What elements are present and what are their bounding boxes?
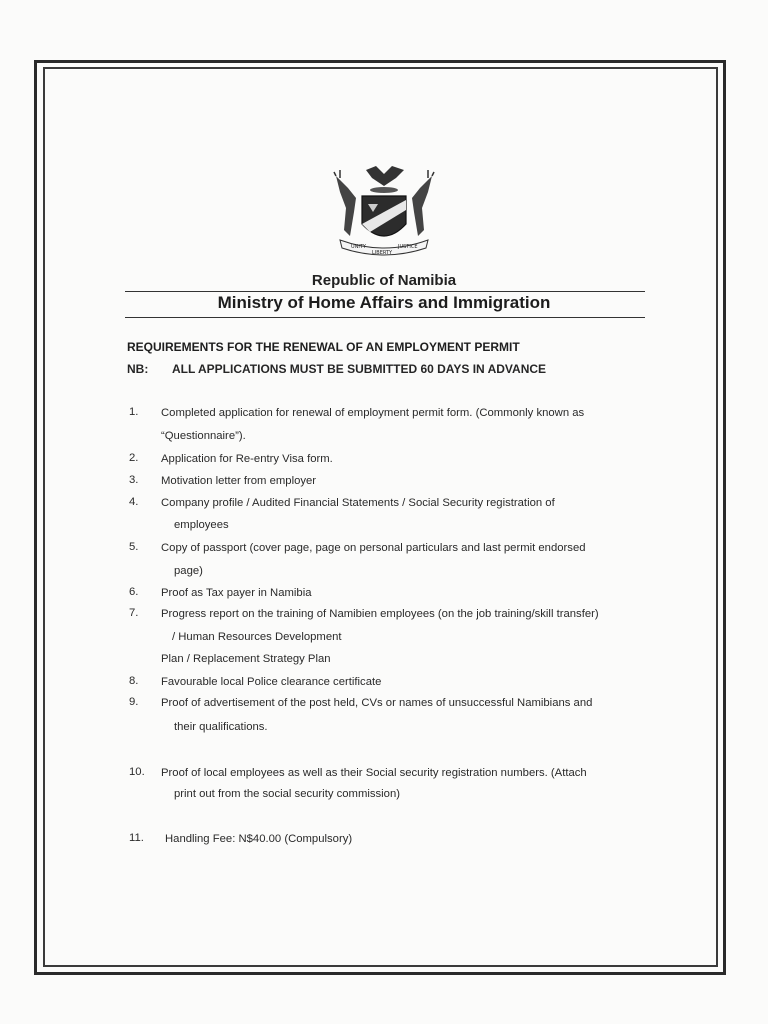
item-number: 5.	[129, 541, 139, 553]
motto-liberty: LIBERTY	[372, 250, 393, 256]
item-number: 3.	[129, 474, 139, 486]
item-text: Proof of advertisement of the post held, CVs or names of unsuccessful Namibians and	[161, 697, 593, 709]
item-text: / Human Resources Development	[172, 631, 342, 643]
item-number: 9.	[129, 696, 139, 708]
document-title: REQUIREMENTS FOR THE RENEWAL OF AN EMPLOYMENT PERMIT	[127, 340, 520, 354]
item-number: 11.	[129, 832, 144, 844]
item-text: Completed application for renewal of employment permit form. (Commonly known as	[161, 407, 585, 419]
item-text: Plan / Replacement Strategy Plan	[161, 653, 331, 665]
header-rule-bottom	[125, 317, 645, 318]
item-text: their qualifications.	[174, 721, 268, 733]
item-text: Favourable local Police clearance certificate	[161, 676, 382, 688]
item-number: 8.	[129, 675, 139, 687]
item-text: Application for Re-entry Visa form.	[161, 453, 333, 465]
item-number: 7.	[129, 607, 139, 619]
item-text: Proof as Tax payer in Namibia	[161, 587, 312, 599]
item-text: page)	[174, 565, 203, 577]
item-text: employees	[174, 519, 229, 531]
item-text: Company profile / Audited Financial Statements / Social Security registration of	[161, 497, 555, 509]
item-text: “Questionnaire”).	[161, 430, 246, 442]
ministry-heading: Ministry of Home Affairs and Immigration	[217, 293, 551, 312]
item-text: print out from the social security commission)	[174, 788, 401, 800]
header-rule-top	[125, 291, 645, 292]
item-text: Proof of local employees as well as their Social security registration numbers. (Attach	[161, 767, 587, 779]
item-text: Copy of passport (cover page, page on personal particulars and last permit endorsed	[161, 542, 586, 554]
motto-justice: JUSTICE	[398, 244, 418, 250]
item-text: Progress report on the training of Namibien employees (on the job training/skill transfer)	[161, 608, 599, 620]
coat-of-arms-icon	[326, 152, 442, 268]
item-number: 2.	[129, 452, 139, 464]
item-number: 10.	[129, 766, 145, 778]
item-number: 4.	[129, 496, 139, 508]
item-text: Handling Fee: N$40.00 (Compulsory)	[165, 833, 353, 845]
motto-unity: UNITY	[351, 244, 366, 250]
nb-label: NB:	[127, 362, 149, 376]
nb-text: ALL APPLICATIONS MUST BE SUBMITTED 60 DAYS IN ADVANCE	[172, 362, 547, 376]
item-text: Motivation letter from employer	[161, 475, 317, 487]
item-number: 1.	[129, 406, 139, 418]
item-number: 6.	[129, 586, 139, 598]
republic-heading: Republic of Namibia	[311, 272, 457, 289]
